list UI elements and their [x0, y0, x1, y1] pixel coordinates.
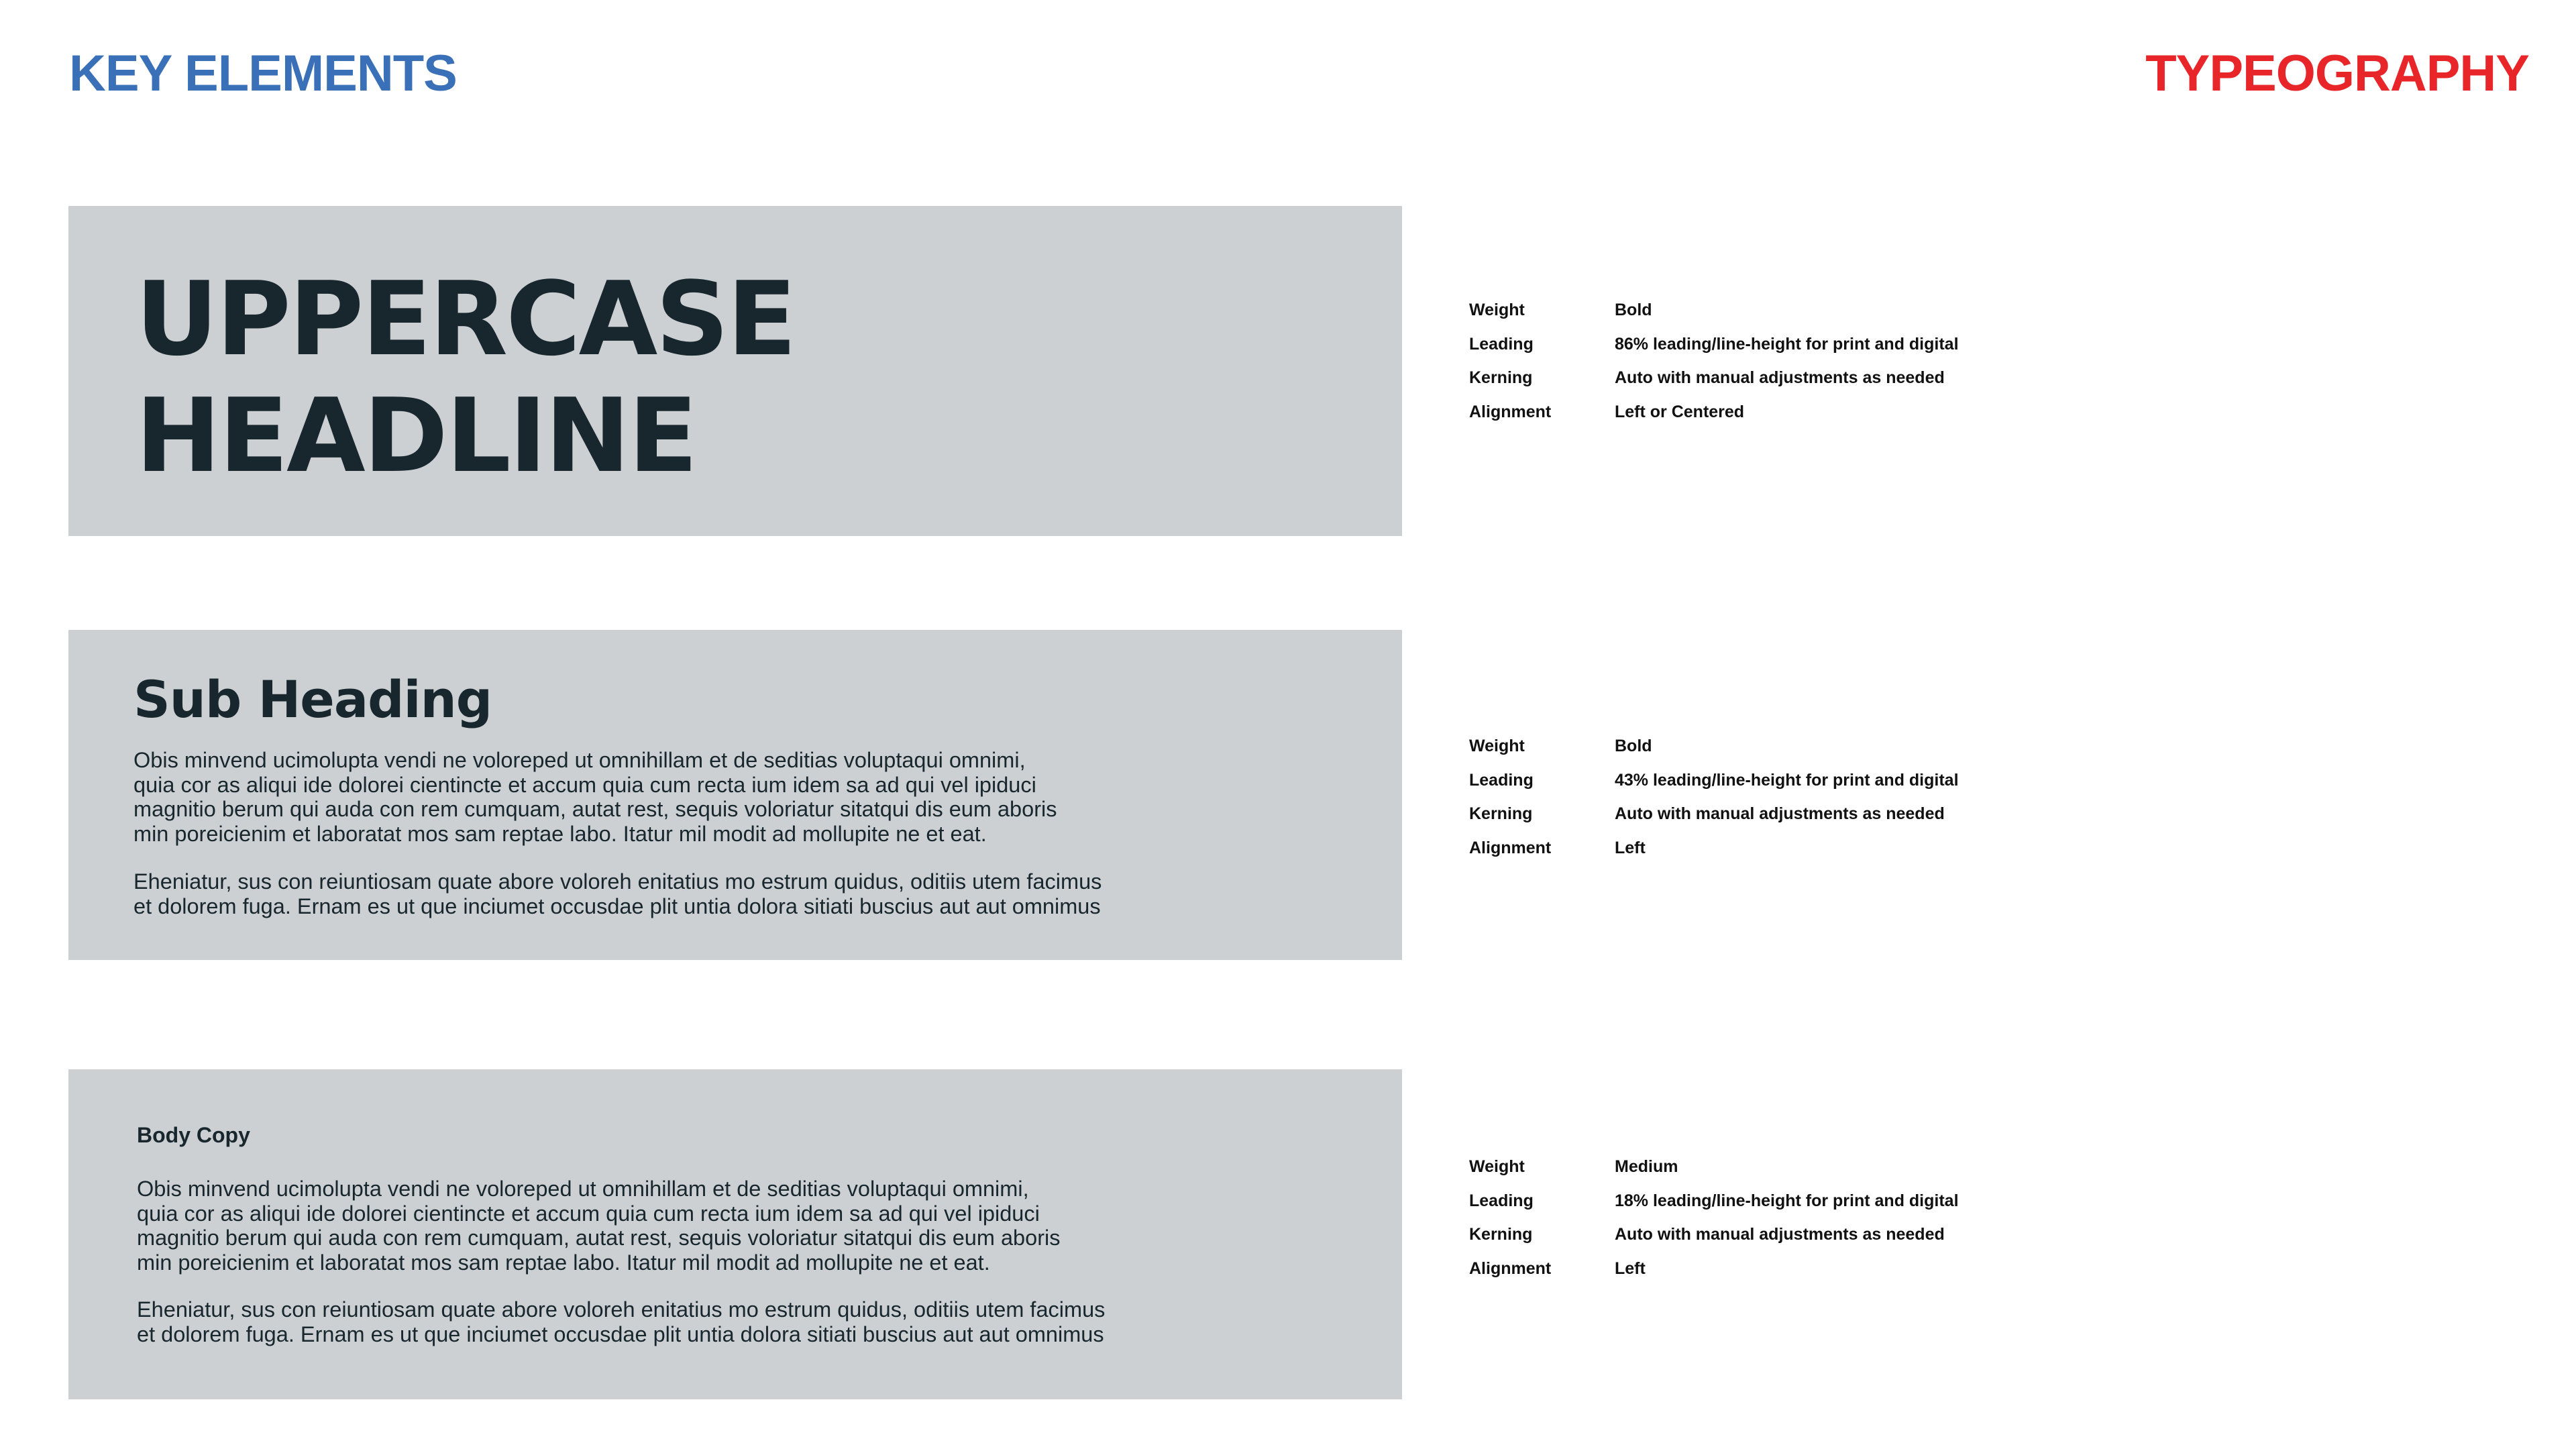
spec-value: 43% leading/line-height for print and digital [1615, 770, 1959, 790]
subheading-sample: Sub Heading [133, 669, 492, 729]
page-category-title: TYPEOGRAPHY [2145, 45, 2529, 102]
spec-value: 18% leading/line-height for print and digital [1615, 1191, 1959, 1210]
spec-label: Alignment [1469, 1258, 1552, 1278]
spec-value: Medium [1615, 1157, 1678, 1176]
spec-label: Weight [1469, 1157, 1525, 1176]
sample-paragraph [133, 869, 1287, 918]
spec-label: Weight [1469, 301, 1525, 319]
headline-sample [136, 261, 795, 494]
spec-value: Auto with manual adjustments as needed [1615, 1225, 1945, 1244]
paragraph-line: min poreicienim et laboratat mos sam reptae labo. Itatur mil modit ad mollupite ne et eat. [133, 821, 987, 846]
spec-label: Weight [1469, 737, 1525, 755]
spec-value: Left [1615, 838, 1646, 857]
headline-line-1: UPPERCASE [136, 260, 795, 378]
spec-value: Bold [1615, 737, 1652, 755]
bodycopy-sample-panel [68, 1069, 1402, 1399]
section-title: KEY ELEMENTS [69, 45, 457, 102]
spec-label: Alignment [1469, 402, 1552, 421]
spec-value: Left or Centered [1615, 402, 1745, 421]
paragraph-line: Obis minvend ucimolupta vendi ne voloreped ut omnihillam et de seditias voluptaqui omnimi, [137, 1177, 1029, 1201]
spec-value: Auto with manual adjustments as needed [1615, 368, 1945, 387]
paragraph-line: min poreicienim et laboratat mos sam reptae labo. Itatur mil modit ad mollupite ne et eat. [137, 1250, 990, 1275]
headline-sample-panel [68, 206, 1402, 536]
spec-label: Leading [1469, 1191, 1534, 1210]
spec-label: Leading [1469, 770, 1534, 790]
paragraph-line: quia cor as aliqui ide dolorei cientincte et accum quia cum recta ium idem sa ad qui vel ipiduci [133, 772, 1036, 797]
paragraph-line: magnitio berum qui auda con rem cumquam, autat rest, sequis voloriatur sitatqui dis eum aboris [137, 1226, 1061, 1250]
sample-paragraph [133, 748, 1287, 846]
paragraph-line: magnitio berum qui auda con rem cumquam, autat rest, sequis voloriatur sitatqui dis eum aboris [133, 797, 1057, 821]
spec-value: Auto with manual adjustments as needed [1615, 804, 1945, 823]
spec-label: Kerning [1469, 368, 1533, 387]
paragraph-line: et dolorem fuga. Ernam es ut que inciumet occusdae plit untia dolora sitiati buscius aut aut omnimus [137, 1322, 1104, 1346]
headline-line-2: HEADLINE [136, 376, 696, 495]
paragraph-line: Eheniatur, sus con reiuntiosam quate abore voloreh enitatius mo estrum quidus, oditiis utem facimus [133, 869, 1102, 894]
paragraph-line: Eheniatur, sus con reiuntiosam quate abore voloreh enitatius mo estrum quidus, oditiis utem facimus [137, 1297, 1106, 1322]
sample-paragraph [137, 1177, 1291, 1275]
sample-paragraph [137, 1297, 1291, 1346]
spec-label: Kerning [1469, 804, 1533, 823]
paragraph-line: quia cor as aliqui ide dolorei cientincte et accum quia cum recta ium idem sa ad qui vel ipiduci [137, 1201, 1040, 1226]
spec-value: Left [1615, 1258, 1646, 1278]
paragraph-line: et dolorem fuga. Ernam es ut que inciumet occusdae plit untia dolora sitiati buscius aut aut omnimus [133, 894, 1101, 918]
paragraph-line: Obis minvend ucimolupta vendi ne voloreped ut omnihillam et de seditias voluptaqui omnimi, [133, 748, 1026, 772]
spec-label: Kerning [1469, 1225, 1533, 1244]
spec-label: Leading [1469, 334, 1534, 354]
spec-label: Alignment [1469, 838, 1552, 857]
spec-value: 86% leading/line-height for print and digital [1615, 334, 1959, 354]
subheading-sample-panel [68, 630, 1402, 960]
spec-value: Bold [1615, 301, 1652, 319]
bodycopy-label: Body Copy [137, 1123, 250, 1147]
